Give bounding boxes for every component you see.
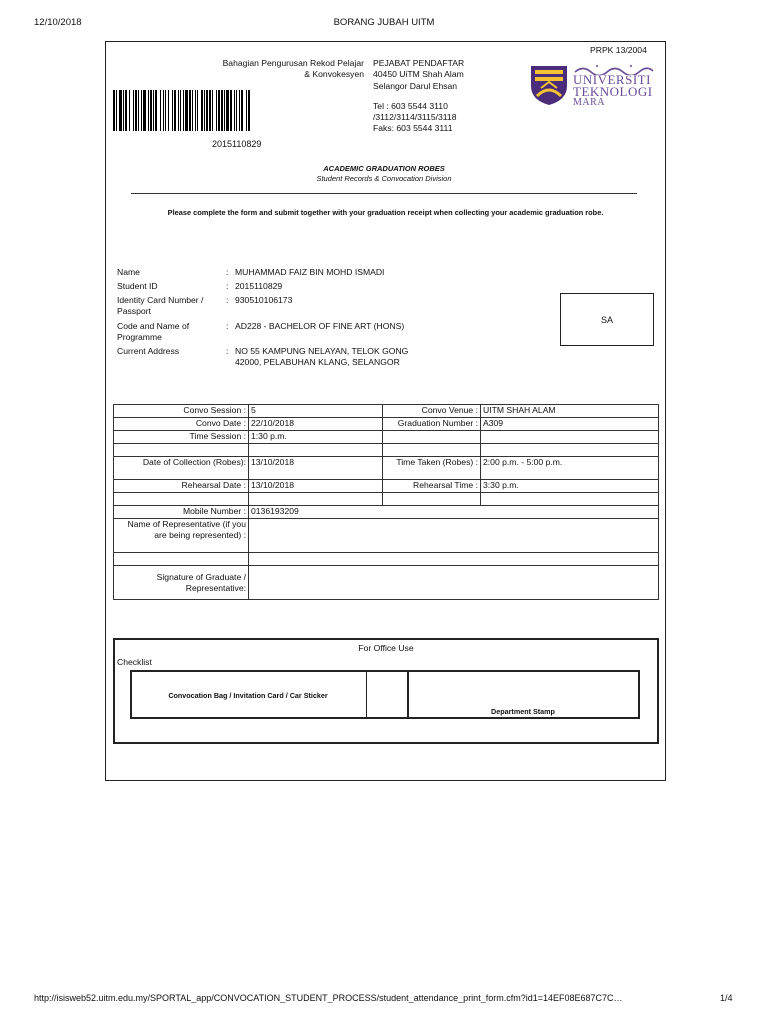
barcode-number: 2015110829 <box>212 139 262 149</box>
table-row <box>114 418 659 431</box>
table-row <box>114 457 659 480</box>
student-barcode <box>113 90 312 131</box>
checklist-label: Checklist <box>117 657 152 667</box>
table-row <box>114 444 659 457</box>
address-colon: : <box>226 346 229 356</box>
table-row <box>114 493 659 506</box>
rehearsal-time-label: Rehearsal Time : <box>383 480 481 493</box>
sa-box: SA <box>560 293 654 346</box>
checklist-item: Convocation Bag / Invitation Card / Car Sticker <box>168 691 328 700</box>
convo-session-label: Convo Session : <box>114 405 249 418</box>
print-page-number: 1/4 <box>720 993 733 1003</box>
ic-label: Identity Card Number / Passport <box>117 295 204 316</box>
address-value: NO 55 KAMPUNG NELAYAN, TELOK GONG 42000, PELABUHAN KLANG, SELANGOR <box>235 346 409 367</box>
collection-date-label: Date of Collection (Robes): <box>114 457 249 480</box>
rehearsal-date-value: 13/10/2018 <box>249 480 383 493</box>
time-session-label: Time Session : <box>114 431 249 444</box>
mobile-number-value: 0136193209 <box>249 506 659 519</box>
convo-date-value: 22/10/2018 <box>249 418 383 431</box>
table-row <box>114 519 659 553</box>
table-row <box>114 553 659 566</box>
ic-colon: : <box>226 295 229 305</box>
ic-value: 930510106173 <box>235 295 293 305</box>
collection-date-value: 13/10/2018 <box>249 457 383 480</box>
name-value: MUHAMMAD FAIZ BIN MOHD ISMADI <box>235 267 385 277</box>
uitm-logo-text: UNIVERSITI TEKNOLOGI MARA <box>573 72 653 108</box>
rehearsal-date-label: Rehearsal Date : <box>114 480 249 493</box>
table-row <box>114 480 659 493</box>
programme-colon: : <box>226 321 229 331</box>
form-title: ACADEMIC GRADUATION ROBES <box>323 164 445 173</box>
form-subtitle: Student Records & Convocation Division <box>316 174 452 183</box>
signature-field <box>249 566 659 600</box>
table-row <box>114 506 659 519</box>
signature-label: Signature of Graduate / Representative: <box>114 566 249 600</box>
table-row <box>114 405 659 418</box>
convo-session-value: 5 <box>249 405 383 418</box>
name-label: Name <box>117 267 140 277</box>
student-id-value: 2015110829 <box>235 281 283 291</box>
programme-value: AD228 - BACHELOR OF FINE ART (HONS) <box>235 321 405 331</box>
mobile-number-label: Mobile Number : <box>114 506 249 519</box>
graduation-number-label: Graduation Number : <box>383 418 481 431</box>
department-stamp-label: Department Stamp <box>491 707 555 716</box>
representative-label: Name of Representative (if you are being represented) : <box>114 519 249 553</box>
office-use-title: For Office Use <box>358 643 414 653</box>
programme-label: Code and Name of Programme <box>117 321 190 342</box>
heading-divider <box>131 193 637 194</box>
barcode-bar <box>250 90 251 131</box>
print-date: 12/10/2018 <box>34 17 82 28</box>
representative-value <box>249 519 659 553</box>
graduation-number-value: A309 <box>481 418 659 431</box>
registrar-address: PEJABAT PENDAFTAR 40450 UiTM Shah Alam Selangor Darul Ehsan Tel : 603 5544 3110 /3112/3114/3115/3118 Faks: 603 5544 3111 <box>373 58 465 134</box>
uitm-crest-icon <box>529 64 569 106</box>
convo-venue-label: Convo Venue : <box>383 405 481 418</box>
rehearsal-time-value: 3:30 p.m. <box>481 480 659 493</box>
convo-venue-value: UITM SHAH ALAM <box>481 405 659 418</box>
department-block: Bahagian Pengurusan Rekod Pelajar & Konvokesyen <box>222 58 364 80</box>
time-taken-value: 2:00 p.m. - 5:00 p.m. <box>481 457 659 480</box>
table-row <box>114 566 659 600</box>
convocation-table <box>113 404 659 600</box>
form-code: PRPK 13/2004 <box>590 45 647 55</box>
print-title: BORANG JUBAH UITM <box>333 17 435 28</box>
print-url: http://isisweb52.uitm.edu.my/SPORTAL_app/CONVOCATION_STUDENT_PROCESS/student_attendance_print_form.cfm?id1=14EF08E687C7C… <box>34 993 623 1003</box>
instruction-text: Please complete the form and submit together with your graduation receipt when collecting your academic graduation robe. <box>167 208 604 217</box>
form-heading <box>234 164 534 184</box>
table-row <box>114 431 659 444</box>
convo-date-label: Convo Date : <box>114 418 249 431</box>
time-session-value: 1:30 p.m. <box>249 431 383 444</box>
student-id-label: Student ID <box>117 281 158 291</box>
name-colon: : <box>226 267 229 277</box>
student-id-colon: : <box>226 281 229 291</box>
time-taken-label: Time Taken (Robes) : <box>383 457 481 480</box>
address-label: Current Address <box>117 346 180 356</box>
